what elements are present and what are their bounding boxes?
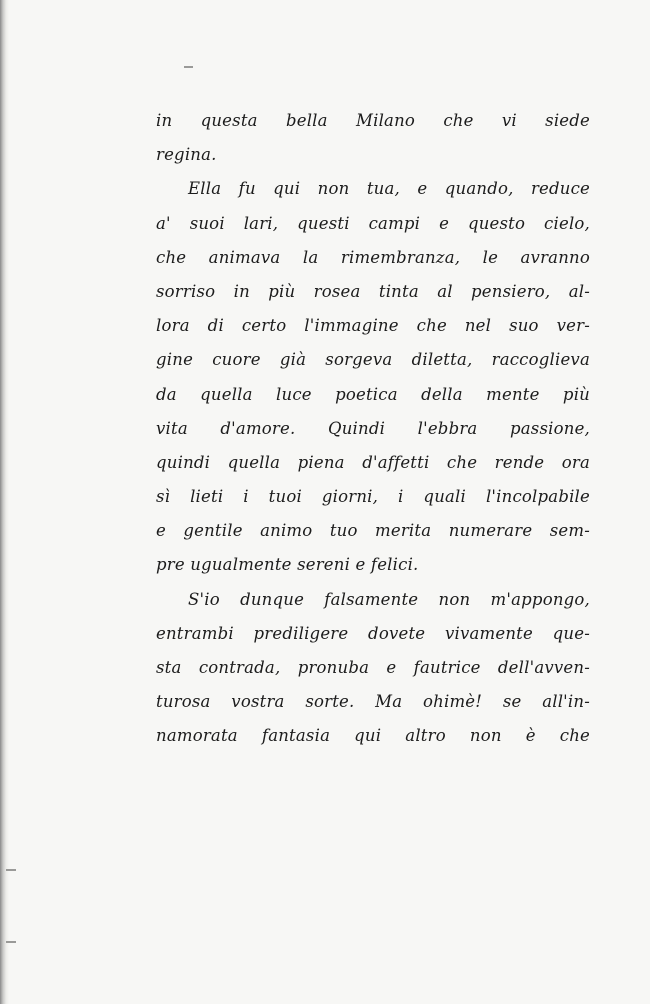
text-line: lora di certo l'immagine che nel suo ver- bbox=[156, 316, 590, 336]
text-line: vita d'amore. Quindi l'ebbra passione, bbox=[156, 418, 590, 438]
margin-mark bbox=[6, 941, 16, 943]
text-line: entrambi prediligere dovete vivamente que- bbox=[156, 623, 590, 643]
page-binding-edge bbox=[0, 0, 9, 1004]
paragraph-start-line: Ella fu qui non tua, e quando, reduce bbox=[188, 179, 590, 199]
text-line: regina. bbox=[156, 145, 217, 165]
text-line: pre ugualmente sereni e felici. bbox=[156, 555, 419, 575]
text-line: quindi quella piena d'affetti che rende ora bbox=[156, 452, 590, 472]
text-line: gine cuore già sorgeva diletta, raccoglieva bbox=[156, 350, 590, 370]
body-text bbox=[156, 104, 590, 754]
text-line: namorata fantasia qui altro non è che bbox=[156, 726, 590, 746]
paragraph-start-line: S'io dunque falsamente non m'appongo, bbox=[188, 589, 590, 609]
text-line: sta contrada, pronuba e fautrice dell'avven- bbox=[156, 658, 590, 677]
margin-mark bbox=[6, 869, 16, 871]
text-line: e gentile animo tuo merita numerare sem- bbox=[156, 521, 590, 541]
ink-mark bbox=[184, 66, 193, 68]
text-line: in questa bella Milano che vi siede bbox=[156, 111, 590, 130]
text-line: sì lieti i tuoi giorni, i quali l'incolpabile bbox=[156, 487, 590, 507]
text-line: da quella luce poetica della mente più bbox=[156, 384, 590, 404]
text-line: a' suoi lari, questi campi e questo cielo, bbox=[156, 213, 590, 233]
text-line: che animava la rimembranza, le avranno bbox=[156, 247, 590, 267]
text-line: turosa vostra sorte. Ma ohimè! se all'in- bbox=[156, 692, 590, 712]
text-line: sorriso in più rosea tinta al pensiero, al- bbox=[156, 281, 590, 301]
